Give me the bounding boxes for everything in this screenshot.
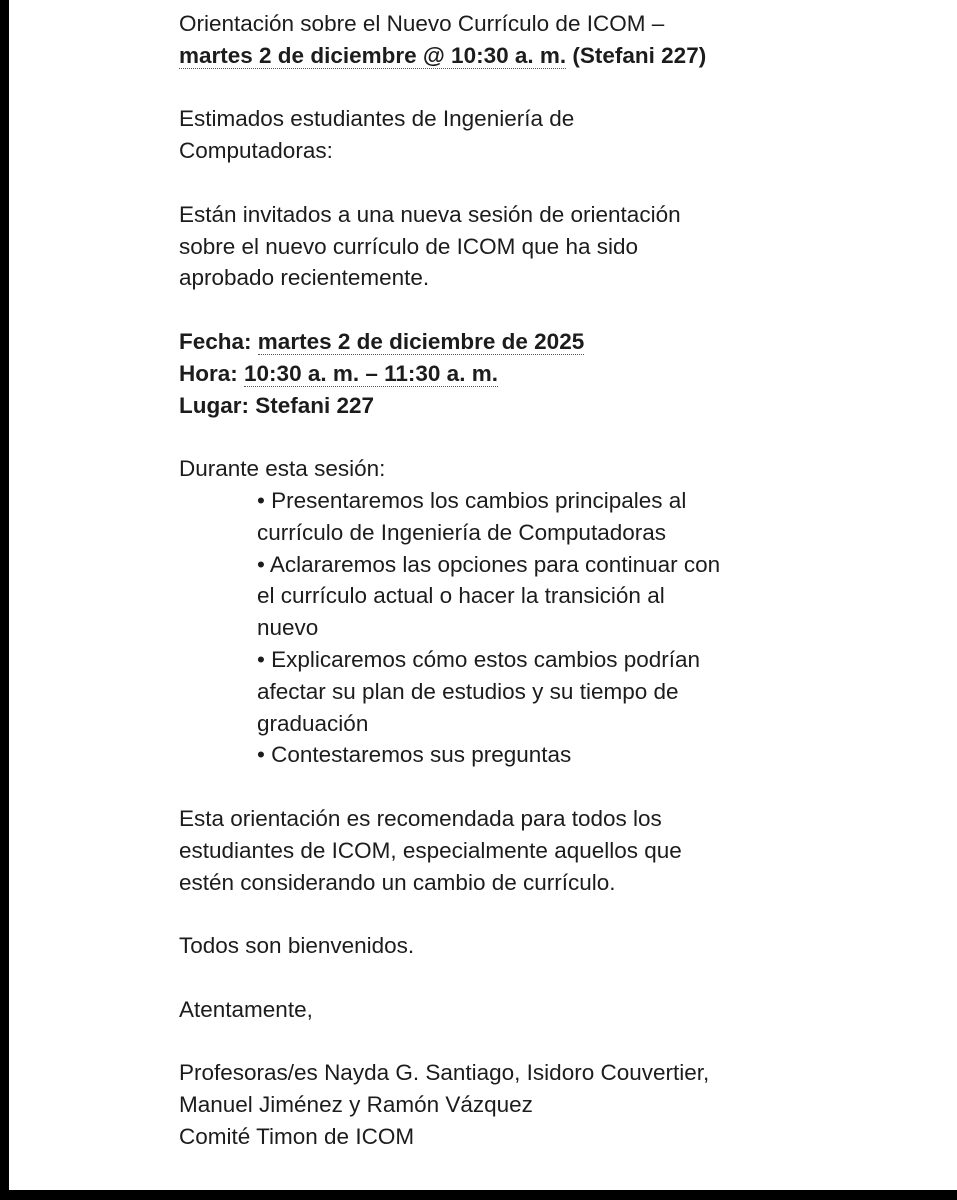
intro-line: aprobado recientemente.	[179, 265, 430, 291]
fecha-label: Fecha:	[179, 328, 252, 354]
bullet-line: • Aclararemos las opciones para continuar con	[257, 551, 721, 577]
recommendation-paragraph	[179, 803, 939, 898]
list-item	[257, 739, 939, 771]
lugar-value: Stefani 227	[255, 392, 375, 418]
list-item	[257, 644, 939, 739]
detail-fecha	[179, 326, 939, 358]
email-page	[9, 0, 957, 1190]
recommend-line: estén considerando un cambio de currículo.	[179, 869, 616, 895]
fecha-value-link[interactable]: martes 2 de diciembre de 2025	[257, 328, 585, 354]
email-subject	[179, 8, 939, 72]
signature-line: Profesoras/es Nayda G. Santiago, Isidoro Couvertier,	[179, 1060, 710, 1086]
recommend-line: estudiantes de ICOM, especialmente aquellos que	[179, 837, 682, 863]
intro-line: sobre el nuevo currículo de ICOM que ha sido	[179, 233, 638, 259]
email-body	[179, 8, 939, 1153]
greeting-line: Computadoras:	[179, 138, 333, 164]
signature-line: Manuel Jiménez y Ramón Vázquez	[179, 1092, 533, 1118]
session-heading: Durante esta sesión:	[179, 456, 386, 482]
bullet-line: • Presentaremos los cambios principales al	[257, 487, 687, 513]
signature	[179, 1057, 939, 1152]
list-item	[257, 485, 939, 549]
intro-line: Están invitados a una nueva sesión de orientación	[179, 201, 681, 227]
detail-hora	[179, 358, 939, 390]
signature-line: Comité Timon de ICOM	[179, 1123, 415, 1149]
event-details	[179, 326, 939, 421]
subject-date-time-link[interactable]: martes 2 de diciembre @ 10:30 a. m.	[179, 42, 567, 68]
bullet-line: nuevo	[257, 615, 319, 641]
hora-label: Hora:	[179, 360, 238, 386]
greeting	[179, 103, 939, 167]
list-item	[257, 549, 939, 644]
closing-text: Atentamente,	[179, 996, 313, 1022]
bullet-line: • Contestaremos sus preguntas	[257, 742, 572, 768]
welcome-text: Todos son bienvenidos.	[179, 933, 415, 959]
subject-prefix: Orientación sobre el Nuevo Currículo de ICOM –	[179, 11, 665, 36]
detail-lugar	[179, 390, 939, 422]
subject-highlight	[179, 40, 939, 72]
bullet-line: currículo de Ingeniería de Computadoras	[257, 519, 666, 545]
subject-place: (Stefani 227)	[572, 42, 707, 68]
bullet-line: el currículo actual o hacer la transición al	[257, 583, 665, 609]
greeting-line: Estimados estudiantes de Ingeniería de	[179, 106, 575, 132]
intro-paragraph	[179, 199, 939, 294]
lugar-label: Lugar:	[179, 392, 249, 418]
bullet-line: afectar su plan de estudios y su tiempo de	[257, 678, 679, 704]
bullet-line: graduación	[257, 710, 369, 736]
session-bullet-list	[179, 485, 939, 771]
bullet-line: • Explicaremos cómo estos cambios podrían	[257, 646, 701, 672]
recommend-line: Esta orientación es recomendada para todos los	[179, 805, 662, 831]
hora-value-link[interactable]: 10:30 a. m. – 11:30 a. m.	[244, 360, 498, 386]
